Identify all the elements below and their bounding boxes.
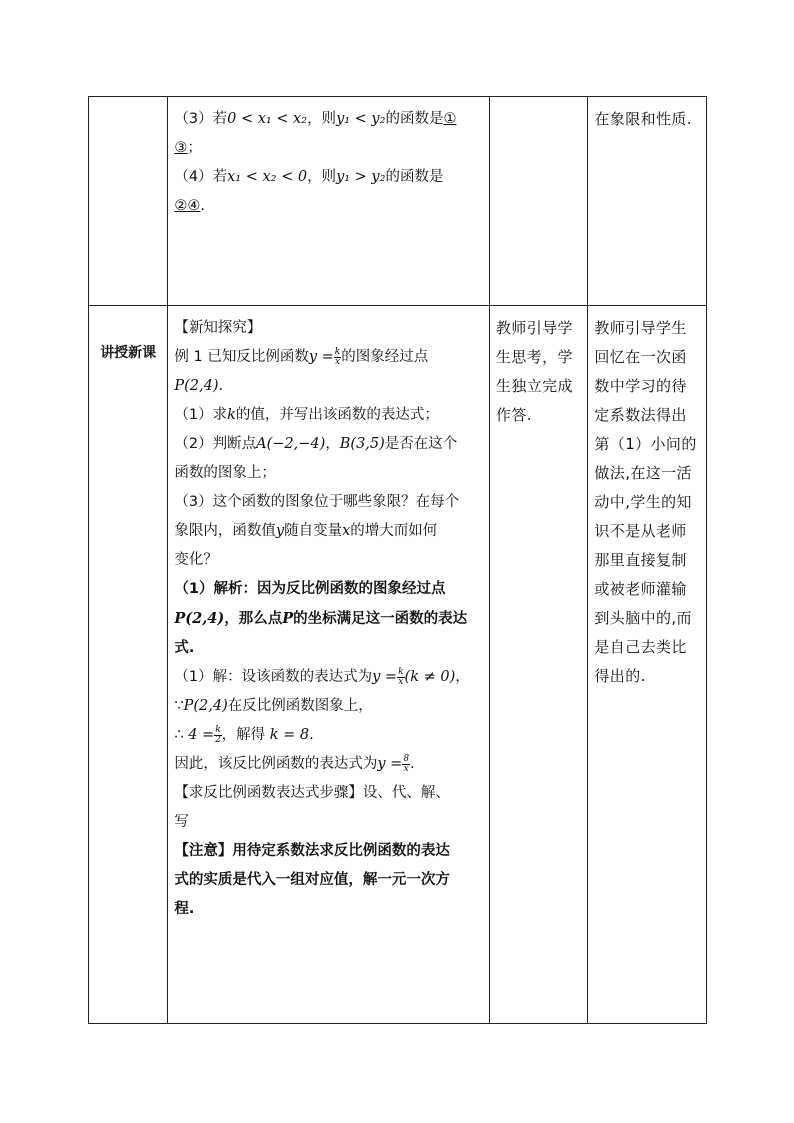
question-3-answer: ③； <box>174 140 202 156</box>
sub-question-3: （3）这个函数的图象位于哪些象限？在每个 <box>174 494 460 510</box>
analysis: （1）解析：因为反比例函数的图象经过点 <box>174 581 446 597</box>
teacher-activity-text: 教师引导学 生思考，学 生独立完成 作答. <box>495 319 573 424</box>
lesson-plan-table <box>88 96 707 1024</box>
design-intent-text: 教师引导学生 回忆在一次函 数中学习的待 定系数法得出 第（1）小问的 做法,在这一活 动中,学生的知 识不是从老师 那里直接复制 或被老师灌输 到头脑中的,而 是自己去类比 得出的. <box>594 319 697 685</box>
stage-cell <box>89 306 168 1024</box>
fraction: $\frac{k}{2}$ <box>215 724 221 745</box>
stage-cell <box>89 97 168 306</box>
example-statement: 例 1 已知反比例函数y = $\frac{k}{x}$ 的图象经过点 <box>174 346 429 367</box>
teacher-activity-cell <box>489 306 587 1024</box>
teacher-activity-cell <box>489 97 587 306</box>
design-intent-cell <box>588 306 707 1024</box>
sub-question-2: （2）判断点A(−2,−4)，B(3,5)是否在这个 <box>174 436 458 452</box>
fraction: $\frac{k}{x}$ <box>334 346 341 367</box>
content-cell <box>168 97 490 306</box>
section-heading: 【新知探究】 <box>174 320 262 336</box>
table-row <box>89 306 707 1024</box>
fraction: $\frac{8}{x}$ <box>403 753 410 774</box>
question-4: （4）若x₁ < x₂ < 0，则y₁ > y₂的函数是 <box>174 169 444 185</box>
design-intent-cell: 在象限和性质. <box>588 97 707 306</box>
stage-label: 讲授新课 <box>100 345 157 361</box>
fraction: $\frac{k}{x}$ <box>398 666 404 687</box>
attention-note: 【注意】用待定系数法求反比例函数的表达 <box>174 843 450 859</box>
solution: （1）解：设该函数的表达式为y = $\frac{k}{x}$ (k ≠ 0)， <box>174 666 470 687</box>
content-cell: 【新知探究】 例 1 已知反比例函数y = $\frac{k}{x}$ 的图象经过点 P(2,4). （1）求k的值，并写出该函数的表达式； （2）判断点A(−2,−4)，B(3,5)是否在这个 函数的图象上； （3）这个函数的图象位于哪些象限？在每个 象限内，函数值y随自变量x的增大而如何 变化？ （1）解析：因为反比例函数的图象经过点 P(2,4)，那么点P的坐标满足这一函数的表达 式. （1）解：设该函数的表达式为y = $\frac{k}{x}$ (k ≠ 0)， ∵P(2,4)在反比例函数图象上， ∴ 4 = $\frac{k}{2}$ ，解得 k = 8. 因此，该反比例函数的表达式为y = $\frac{8}{x}$ . 【求反比例函数表达式步骤】设、代、解、 写 【注意】用待定系数法求反比例函数的表达 式的实质是代入一组对应值，解一元一次方 程. <box>168 306 490 1024</box>
steps-note: 【求反比例函数表达式步骤】设、代、解、 <box>174 785 450 801</box>
example-point: P(2,4). <box>174 378 224 394</box>
sub-question-1: （1）求k的值，并写出该函数的表达式； <box>174 407 439 423</box>
question-4-answer: ②④. <box>174 198 205 214</box>
question-3: （3）若0 < x₁ < x₂，则y₁ < y₂的函数是① <box>174 111 457 127</box>
table-row <box>89 97 707 306</box>
